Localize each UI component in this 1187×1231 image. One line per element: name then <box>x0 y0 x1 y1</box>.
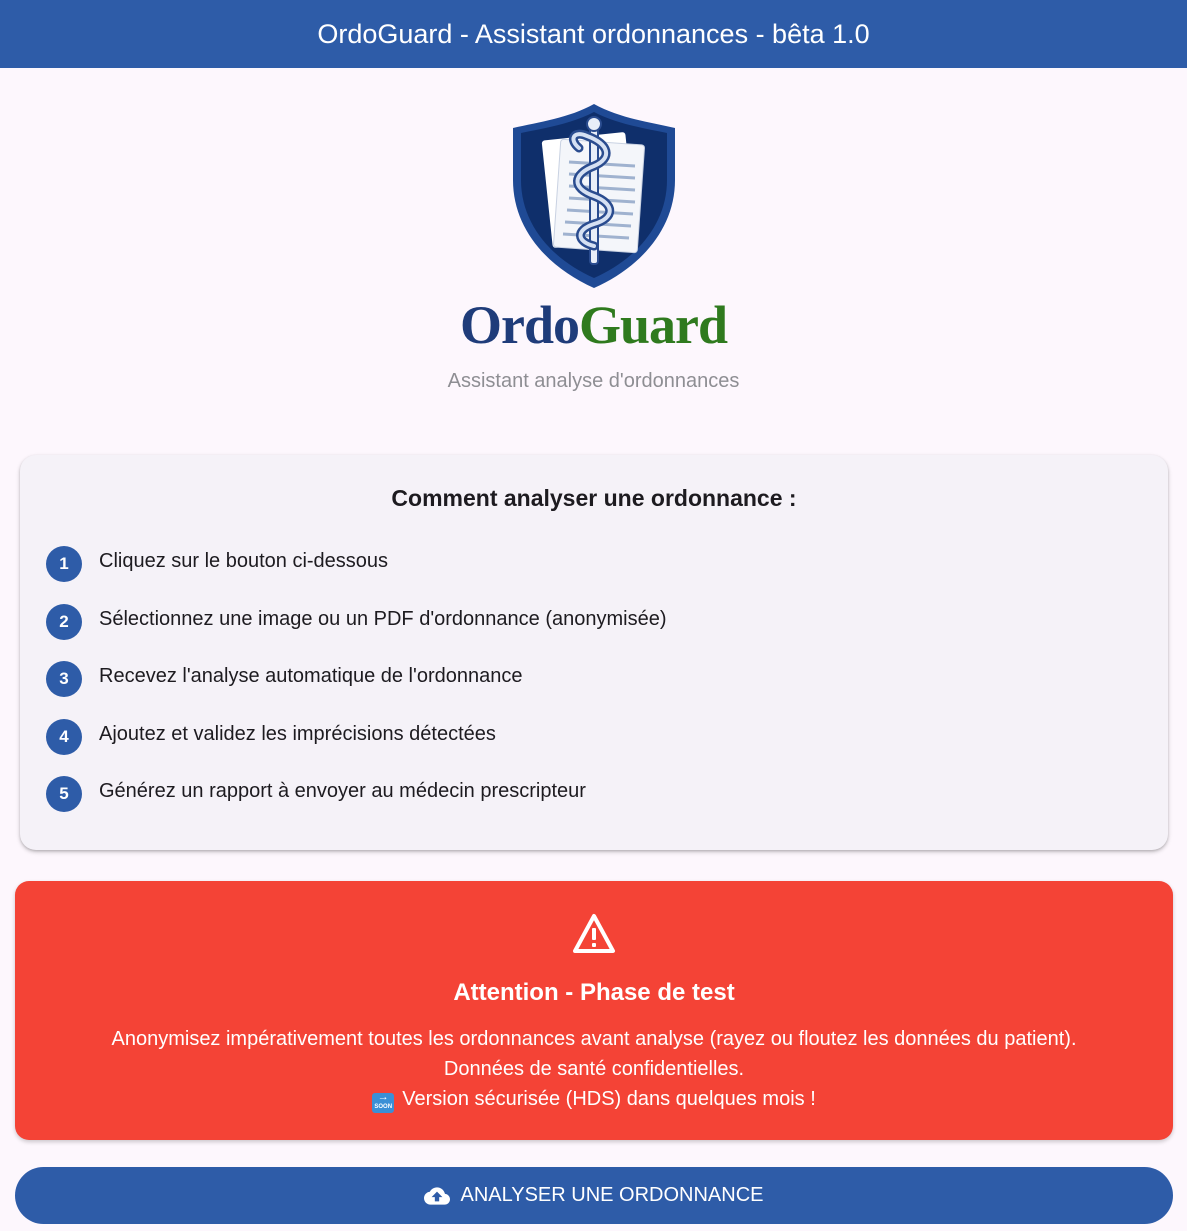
analyze-button-label: ANALYSER UNE ORDONNANCE <box>460 1184 764 1206</box>
warning-text: Version sécurisée (HDS) dans quelques mois ! <box>402 1088 816 1110</box>
step-text: Générez un rapport à envoyer au médecin prescripteur <box>99 779 586 802</box>
logo-wordmark <box>459 295 728 355</box>
warning-version-line <box>15 1088 1173 1113</box>
step-item <box>46 776 586 812</box>
step-text: Cliquez sur le bouton ci-dessous <box>99 549 389 572</box>
step-number-badge: 2 <box>46 604 82 640</box>
soon-icon: → SOON <box>372 1093 394 1113</box>
step-item <box>46 661 522 697</box>
logo-word-guard: Guard <box>578 295 728 355</box>
step-number-badge: 4 <box>46 719 82 755</box>
subtitle: Assistant analyse d'ordonnances <box>447 370 740 392</box>
warning-card <box>15 881 1173 1140</box>
app-bar <box>0 0 1187 68</box>
step-item <box>46 719 496 755</box>
step-item <box>46 604 667 640</box>
analyze-prescription-button[interactable] <box>15 1167 1173 1224</box>
step-text: Sélectionnez une image ou un PDF d'ordonnance (anonymisée) <box>99 607 667 630</box>
step-number-badge: 5 <box>46 776 82 812</box>
warning-text: Données de santé confidentielles. <box>443 1058 745 1080</box>
cloud-upload-icon <box>424 1183 450 1209</box>
step-text: Ajoutez et validez les imprécisions détectées <box>99 722 496 745</box>
logo <box>0 100 1187 360</box>
instructions-card <box>20 455 1168 850</box>
step-item <box>46 546 388 582</box>
app-title: OrdoGuard - Assistant ordonnances - bêta 1.0 <box>317 18 870 49</box>
step-number-badge: 1 <box>46 546 82 582</box>
step-number-badge: 3 <box>46 661 82 697</box>
step-text: Recevez l'analyse automatique de l'ordonnance <box>99 664 523 687</box>
logo-word-ordo: Ordo <box>459 295 579 355</box>
warning-text: Anonymisez impérativement toutes les ordonnances avant analyse (rayez ou floutez les données du patient). <box>111 1028 1077 1050</box>
shield-caduceus-icon <box>509 100 679 290</box>
instructions-title: Comment analyser une ordonnance : <box>391 485 797 511</box>
warning-title: Attention - Phase de test <box>453 979 735 1006</box>
warning-icon <box>572 913 616 955</box>
